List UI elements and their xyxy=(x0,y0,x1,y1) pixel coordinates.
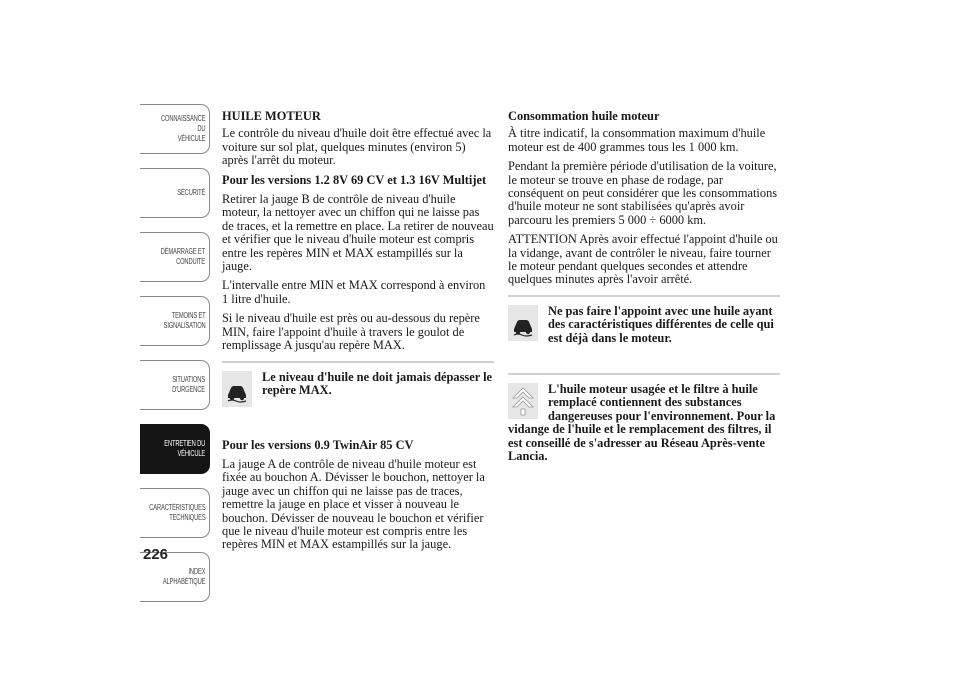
tab-label: TEMOINS ET SIGNALISATION xyxy=(163,311,206,330)
paragraph: Pendant la première période d'utilisation de la voiture, le moteur se trouve en phase de rodage, par conséquent on peut considérer que les consommations d'huile moteur ne sont stabilisées qu'après avoir parcouru les premiers 5 000 ÷ 6000 km. xyxy=(508,159,778,227)
subheading: Pour les versions 1.2 8V 69 CV et 1.3 16V Multijet xyxy=(222,172,487,187)
paragraph: À titre indicatif, la consommation maximum d'huile moteur est de 400 grammes tous les 1 000 km. xyxy=(508,126,766,154)
tab-entretien-du-vehicule[interactable] xyxy=(140,424,210,474)
tab-label: CONNAISSANCE DU VÉHICULE xyxy=(161,114,206,143)
section-heading: Consommation huile moteur xyxy=(508,109,660,123)
tab-temoins-et-signalisation[interactable] xyxy=(140,296,210,346)
car-warning-icon xyxy=(508,305,538,341)
paragraph: Retirer la jauge B de contrôle de niveau d'huile moteur, la nettoyer avec un chiffon qui ne laisse pas de traces, et la remettre en place. La retirer de nouveau et vérifier que le niveau d'huile moteur est compris entre les repères MIN et MAX estampillés sur la jauge. xyxy=(222,192,494,274)
section-heading: HUILE MOTEUR xyxy=(222,109,321,123)
car-warning-icon xyxy=(222,371,252,407)
warning-box xyxy=(508,295,780,363)
environment-box xyxy=(508,373,780,463)
tab-label: SITUATIONS D'URGENCE xyxy=(172,375,206,394)
warning-text: Ne pas faire l'appoint avec une huile ayant des caractéristiques différentes de celle qui est déjà dans le moteur. xyxy=(548,303,774,345)
paragraph: Le contrôle du niveau d'huile doit être effectué avec la voiture sur sol plat, quelques minutes (environ 5) après l'arrêt du moteur. xyxy=(222,126,492,168)
tab-label: INDEX ALPHABÉTIQUE xyxy=(162,567,206,586)
tab-demarrage-et-conduite[interactable] xyxy=(140,232,210,282)
tab-label: CARACTÉRISTIQUES TECHNIQUES xyxy=(149,503,206,522)
page-number: 226 xyxy=(143,546,169,563)
tab-connaissance-du-vehicule[interactable] xyxy=(140,104,210,154)
paragraph: L'intervalle entre MIN et MAX correspond à environ 1 litre d'huile. xyxy=(222,278,486,306)
tab-situations-d-urgence[interactable] xyxy=(140,360,210,410)
tab-caracteristiques-techniques[interactable] xyxy=(140,488,210,538)
subheading: Pour les versions 0.9 TwinAir 85 CV xyxy=(222,437,414,452)
environment-text: L'huile moteur usagée et le filtre à huile remplacé contiennent des substances dangereuses pour l'environnement. Pour la vidange de l'huile et le remplacement des filtres, il est conseillé de s'adresser au Réseau Après-vente Lancia. xyxy=(508,381,776,463)
paragraph: ATTENTION Après avoir effectué l'appoint d'huile ou la vidange, avant de contrôler le niveau, faire tourner le moteur pendant quelques secondes et attendre quelques minutes après l'avoir arrêté. xyxy=(508,232,778,287)
right-column xyxy=(508,110,780,473)
environment-icon xyxy=(508,383,538,419)
warning-text: Le niveau d'huile ne doit jamais dépasser le repère MAX. xyxy=(262,369,493,397)
warning-box xyxy=(222,361,494,429)
tab-label: SÉCURITÉ xyxy=(177,188,206,197)
tab-label: ENTRETIEN DU VÉHICULE xyxy=(164,439,206,458)
paragraph: La jauge A de contrôle de niveau d'huile moteur est fixée au bouchon A. Dévisser le bouchon, nettoyer la jauge avec un chiffon qui ne laisse pas de traces, remettre la jauge en place et visser à nouveau le bouchon. Dévisser de nouveau le bouchon et vérifier que le niveau d'huile moteur est compris entre les repères MIN et MAX estampillés sur la jauge. xyxy=(222,456,485,552)
tab-securite[interactable] xyxy=(140,168,210,218)
paragraph: Si le niveau d'huile est près ou au-dessous du repère MIN, faire l'appoint d'huile à travers le goulot de remplissage A jusqu'au repère MAX. xyxy=(222,311,480,353)
tab-label: DÉMARRAGE ET CONDUITE xyxy=(161,247,206,266)
left-column xyxy=(222,110,494,558)
